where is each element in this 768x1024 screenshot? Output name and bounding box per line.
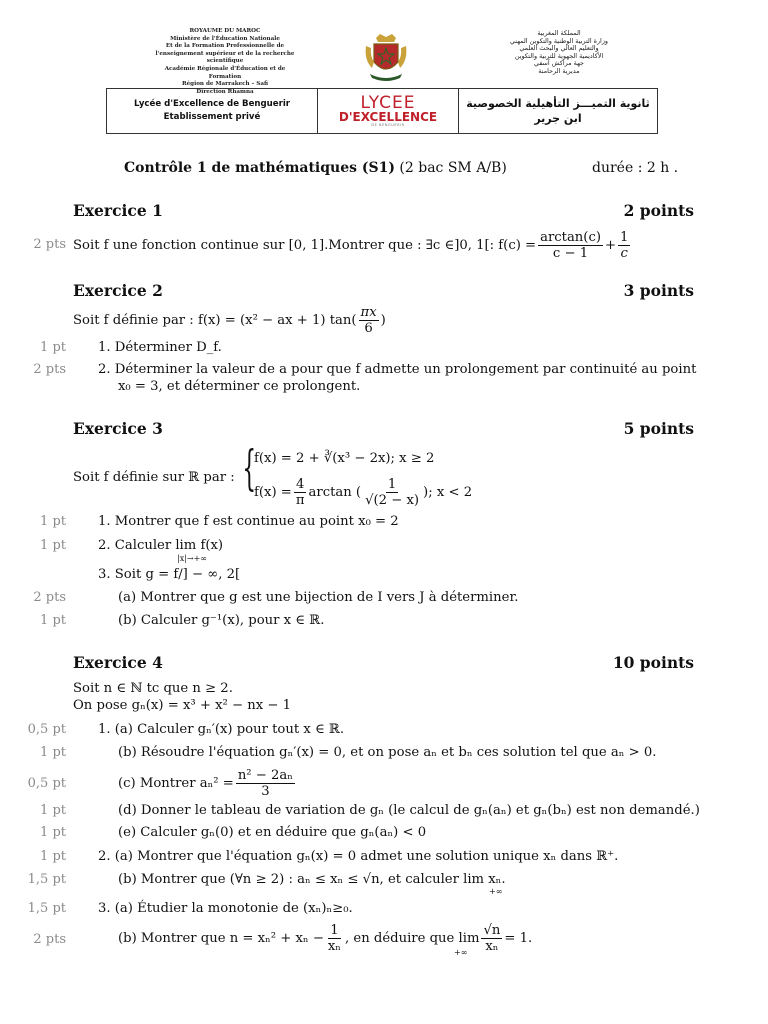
header-line: والتعليم العالي والبحث العلمي [519,44,599,53]
question-2-2-line2: x₀ = 3, et déterminer ce prolongent. [118,379,361,394]
header-line: Région de Marrakech – Safi [181,81,269,88]
logo-text-top: LYCEE [360,92,416,113]
ministry-header-fr [150,28,300,96]
statement-text: arctan ( [308,484,362,500]
exercise-3-title: Exercice 3 [73,419,163,438]
question-3-3a: (a) Montrer que g est une bijection de I vers J à déterminer. [118,590,519,605]
exercise-4-intro-2: On pose gₙ(x) = x³ + x² − nx − 1 [73,698,292,713]
header-line: ROYAUME DU MAROC [189,28,261,34]
numerator: 1 [330,922,339,938]
exercise-4-points: 10 points [612,653,694,672]
fraction [294,477,307,508]
denominator: √(2 − x) [365,492,420,508]
fraction [618,230,630,261]
question-4-3b [118,920,532,956]
question-4-2a: 2. (a) Montrer que l'équation gₙ(x) = 0 admet une solution unique xₙ dans ℝ⁺. [98,849,619,864]
question-points: 1 pt [40,340,66,355]
question-4-2b: (b) Montrer que (∀n ≥ 2) : aₙ ≤ xₙ ≤ √n, et calculer lim xₙ. [118,872,506,887]
denominator: xₙ [327,938,342,954]
exam-title-main: Contrôle 1 de mathématiques (S1) [124,160,395,176]
fraction [326,923,343,954]
question-3-2: 2. Calculer lim f(x) [98,538,224,553]
piecewise-case-2 [254,474,472,510]
school-banner [106,88,658,134]
coat-of-arms-icon [362,32,410,84]
limit-subscript: +∞ [489,887,503,896]
header-line: الأكاديمية الجهوية للتربية والتكوين [514,51,604,60]
limit-subscript: +∞ [454,948,468,957]
logo-text-sub: DE BENGUERIR [371,122,405,127]
logo-text-bottom: D'EXCELLENCE [338,109,438,124]
question-points: 1 pt [40,849,66,864]
denominator: 3 [261,783,270,799]
header-line: مديرية الرحامنة [538,66,580,75]
statement-text: , en déduire que lim [345,930,480,946]
question-points: 0,5 pt [27,722,66,737]
numerator: 4 [296,476,305,492]
exercise-3-points: 5 points [623,419,694,438]
question-points: 2 pts [33,932,66,947]
operator: + [604,237,617,253]
question-points: 2 pts [33,237,66,252]
question-2-2-line1: 2. Déterminer la valeur de a pour que f admette un prolongement par continuité au point [98,362,697,377]
exam-class: (2 bac SM A/B) [399,160,507,176]
school-name-line: ابن جرير [534,112,582,125]
question-points: 1,5 pt [27,872,66,887]
numerator: n² − 2aₙ [237,767,293,783]
fraction [481,923,502,954]
piecewise-case-1: f(x) = 2 + ∛(x³ − 2x); x ≥ 2 [254,451,435,466]
numerator: πx [360,304,377,320]
question-3-1: 1. Montrer que f est continue au point x₀ = 2 [98,514,399,529]
exercise-1-statement [73,228,632,262]
fraction [363,477,421,508]
header-line: وزارة التربية الوطنية والتكوين المهني [509,36,609,45]
exercise-3-intro: Soit f définie sur ℝ par : [73,470,235,485]
exercise-2-title: Exercice 2 [73,281,163,300]
question-4-1e: (e) Calculer gₙ(0) et en déduire que gₙ(aₙ) < 0 [118,825,427,840]
numerator: arctan(c) [540,229,601,245]
question-points: 1 pt [40,613,66,628]
statement-text: ) [380,312,386,328]
school-name-line: ثانوية التميـــز التأهيلية الخصوصية [466,97,650,110]
question-points: 1 pt [40,825,66,840]
statement-text: Soit f une fonction continue sur [0, 1].Montrer que : ∃c ∈]0, 1[: f(c) = [73,237,537,253]
question-points: 1 pt [40,745,66,760]
statement-text: ); x < 2 [423,484,473,500]
exercise-1-points: 2 points [623,201,694,220]
statement-text: Soit f définie par : f(x) = (x² − ax + 1) tan( [73,312,357,328]
exercise-2-intro [73,303,386,337]
denominator: π [295,492,305,508]
exam-duration: durée : 2 h . [592,160,679,176]
exam-title [124,160,507,176]
header-line: l'enseignement supérieur et de la recherche scientifique [155,50,295,65]
header-line: Et de la Formation Professionnelle de [165,43,285,50]
question-points: 0,5 pt [27,776,66,791]
ministry-header-ar [500,30,618,76]
school-name-line: Lycée d'Excellence de Benguerir [133,99,291,109]
exercise-1-title: Exercice 1 [73,201,163,220]
numerator: √n [483,922,501,938]
exercise-2-points: 3 points [623,281,694,300]
numerator: 1 [387,476,397,492]
question-points: 2 pts [33,590,66,605]
numerator: 1 [620,229,629,245]
header-line: جهة مراكش آسفي [534,59,584,68]
denominator: c [620,245,628,261]
school-logo [318,89,459,133]
question-4-1a: 1. (a) Calculer gₙ′(x) pour tout x ∈ ℝ. [98,722,345,737]
statement-text: f(x) = [254,484,292,500]
fraction [359,305,379,336]
school-name-fr [107,89,318,133]
school-status: Etablissement privé [163,112,261,122]
statement-text: (c) Montrer aₙ² = [118,775,234,791]
question-4-1d: (d) Donner le tableau de variation de gₙ (le calcul de gₙ(aₙ) et gₙ(bₙ) est non demandé.) [118,803,700,818]
piecewise-brace: { [242,440,257,496]
header-line: Ministère de l'Éducation Nationale [170,35,280,42]
question-points: 1,5 pt [27,901,66,916]
question-4-1b: (b) Résoudre l'équation gₙ′(x) = 0, et on pose aₙ et bₙ ces solution tel que aₙ > 0. [118,745,657,760]
question-3-3b: (b) Calculer g⁻¹(x), pour x ∈ ℝ. [118,613,325,628]
question-points: 1 pt [40,514,66,529]
question-points: 2 pts [33,362,66,377]
statement-text: = 1. [504,930,533,946]
header-line: المملكة المغربية [537,29,581,37]
denominator: xₙ [485,938,499,954]
denominator: c − 1 [552,245,589,261]
exercise-4-intro-1: Soit n ∈ ℕ tc que n ≥ 2. [73,681,233,696]
header-line: Académie Régionale d'Éducation et de Formation [164,65,286,80]
question-points: 1 pt [40,803,66,818]
header-line: Direction Rhamna [196,88,254,95]
denominator: 6 [364,320,373,336]
question-2-1: 1. Déterminer D_f. [98,340,222,355]
fraction [538,230,603,261]
question-3-3: 3. Soit g = f/] − ∞, 2[ [98,567,241,582]
question-4-1c [118,766,297,800]
question-4-3a: 3. (a) Étudier la monotonie de (xₙ)ₙ≥₀. [98,901,353,916]
question-points: 1 pt [40,538,66,553]
exercise-4-title: Exercice 4 [73,653,163,672]
fraction [236,768,295,799]
statement-text: (b) Montrer que n = xₙ² + xₙ − [118,930,324,946]
limit-subscript: |x|→+∞ [177,554,207,563]
school-name-ar [459,89,657,133]
